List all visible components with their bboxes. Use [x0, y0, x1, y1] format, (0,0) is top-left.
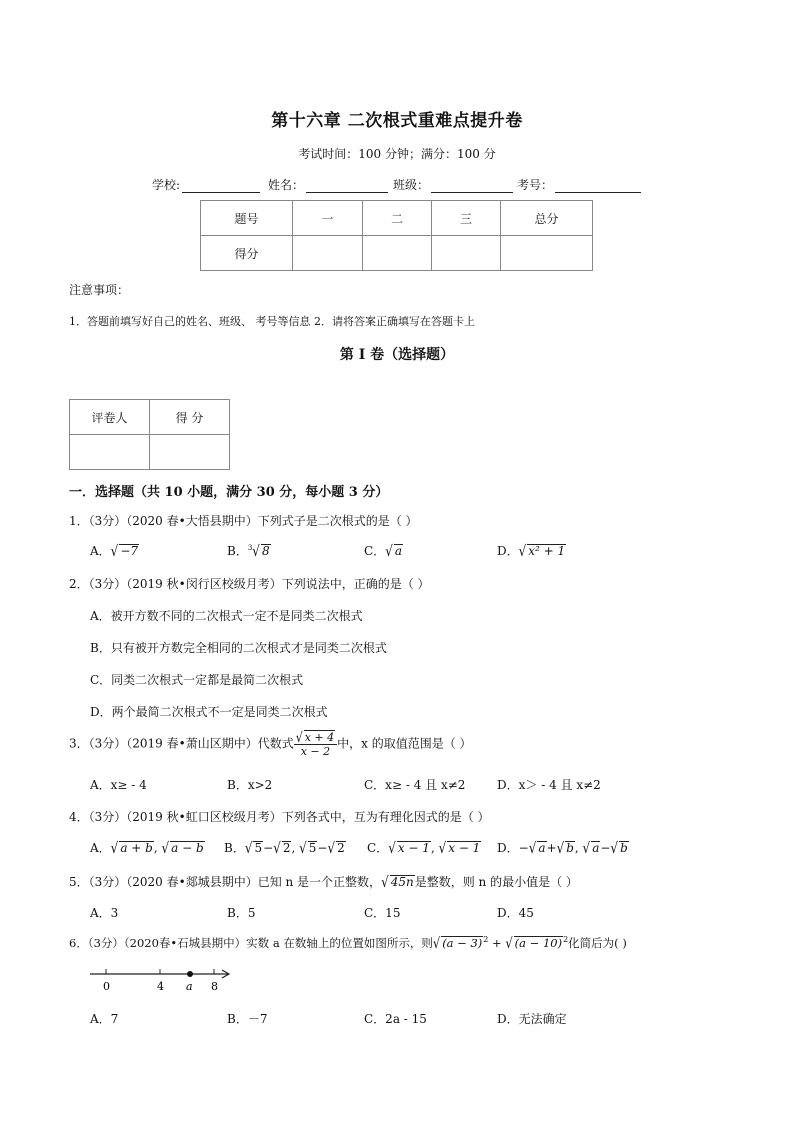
score-cell[interactable] [363, 236, 432, 271]
q6-option-c[interactable]: C．2a - 15 [364, 1012, 427, 1026]
volume-title: 第 I 卷（选择题） [339, 347, 455, 363]
number-field[interactable]: 考号： [517, 176, 643, 193]
score-header: 题号 [201, 201, 293, 236]
score-header: 三 [432, 201, 501, 236]
name-field[interactable]: 姓名： [268, 176, 390, 193]
school-field[interactable]: 学校: [152, 176, 262, 193]
exam-subtitle: 考试时间：100 分钟；满分：100 分 [298, 147, 496, 161]
notice-text: 1．答题前填写好自己的姓名、班级、 考号等信息 2．请将答案正确填写在答题卡上 [69, 315, 475, 328]
q6-option-d[interactable]: D．无法确定 [497, 1012, 567, 1026]
score-cell[interactable] [501, 236, 593, 271]
score-cell[interactable] [432, 236, 501, 271]
q3-option-a[interactable]: A．x≥ - 4 [90, 778, 147, 792]
q1-option-d[interactable]: D．√ x² + 1 [497, 542, 566, 560]
q1-option-a[interactable]: A．√ −7 [90, 542, 139, 560]
score-header: 得 分 [150, 400, 230, 435]
radicand: a [394, 544, 402, 558]
point-a-marker [187, 971, 193, 977]
q3-option-d[interactable]: D．x＞ - 4 且 x≠2 [497, 778, 601, 792]
q6-option-a[interactable]: A．7 [90, 1012, 119, 1026]
score-header: 一 [293, 201, 363, 236]
notice-heading: 注意事项： [69, 283, 130, 297]
q4-option-b[interactable]: B．√ 5−√ 2, √ 5−√ 2 [224, 839, 345, 857]
q4-option-d[interactable]: D．−√ a+√ b, √ a−√ b [497, 839, 628, 857]
q5-option-d[interactable]: D．45 [497, 906, 534, 920]
q1-option-b[interactable]: B．$^3$√ 8 [227, 542, 270, 560]
question-1-stem: 1．（3分）（2020 春•大悟县期中）下列式子是二次根式的是（ ） [69, 514, 418, 528]
q2-option-a[interactable]: A．被开方数不同的二次根式一定不是同类二次根式 [90, 609, 363, 623]
q5-option-c[interactable]: C．15 [364, 906, 401, 920]
radicand: 8 [261, 544, 270, 558]
number-line-figure [88, 962, 238, 994]
class-field[interactable]: 班级： [393, 176, 515, 193]
section-heading: 一．选择题（共 10 小题，满分 30 分，每小题 3 分） [69, 485, 389, 500]
score-table [200, 200, 593, 271]
tick-label-8: 8 [211, 980, 218, 993]
score-header: 二 [363, 201, 432, 236]
score-cell[interactable] [293, 236, 363, 271]
reviewer-table [69, 399, 230, 470]
reviewer-header: 评卷人 [70, 400, 150, 435]
question-4-stem: 4．（3分）（2019 秋•虹口区校级月考）下列各式中，互为有理化因式的是（ ） [69, 810, 490, 824]
page-title: 第十六章 二次根式重难点提升卷 [271, 111, 523, 131]
score-header: 总分 [501, 201, 593, 236]
q2-option-b[interactable]: B．只有被开方数完全相同的二次根式才是同类二次根式 [90, 641, 387, 655]
score-row-label: 得分 [201, 236, 293, 271]
q6-option-b[interactable]: B．－7 [227, 1012, 268, 1026]
fraction: $\frac{√ x + 4}{x - 2}$ [294, 730, 337, 758]
tick-label-4: 4 [157, 980, 164, 993]
tick-label-0: 0 [103, 980, 110, 993]
q2-option-c[interactable]: C．同类二次根式一定都是最简二次根式 [90, 673, 304, 687]
reviewer-cell[interactable] [70, 435, 150, 470]
score-cell[interactable] [150, 435, 230, 470]
q3-option-c[interactable]: C．x≥ - 4 且 x≠2 [364, 778, 466, 792]
question-6-stem: 6．（3分）（2020春•石城县期中）实数 a 在数轴上的位置如图所示，则√ $(a - 3)^2$ + √ $(a - 10)^2$化简后为( ) [69, 934, 627, 952]
question-3-stem: 3．（3分）（2019 春•萧山区期中）代数式 $\frac{√ x + 4}{x - 2}$ 中，x 的取值范围是（ ） [69, 729, 472, 758]
q1-option-c[interactable]: C．√ a [364, 542, 402, 560]
q4-option-a[interactable]: A．√ a + b, √ a − b [90, 839, 204, 857]
q3-option-b[interactable]: B．x>2 [227, 778, 273, 792]
point-label-a: a [186, 980, 193, 993]
radicand: x² + 1 [528, 544, 566, 558]
question-2-stem: 2．（3分）（2019 秋•闵行区校级月考）下列说法中，正确的是（ ） [69, 577, 430, 591]
question-5-stem: 5．（3分）（2020 春•郯城县期中）已知 n 是一个正整数，√ 45n是整数，则 n 的最小值是（ ） [69, 873, 578, 891]
q4-option-c[interactable]: C．√ x − 1, √ x − 1 [367, 839, 481, 857]
q2-option-d[interactable]: D．两个最简二次根式不一定是同类二次根式 [90, 705, 328, 719]
radicand: −7 [120, 544, 139, 558]
q5-option-b[interactable]: B．5 [227, 906, 256, 920]
q5-option-a[interactable]: A．3 [90, 906, 119, 920]
